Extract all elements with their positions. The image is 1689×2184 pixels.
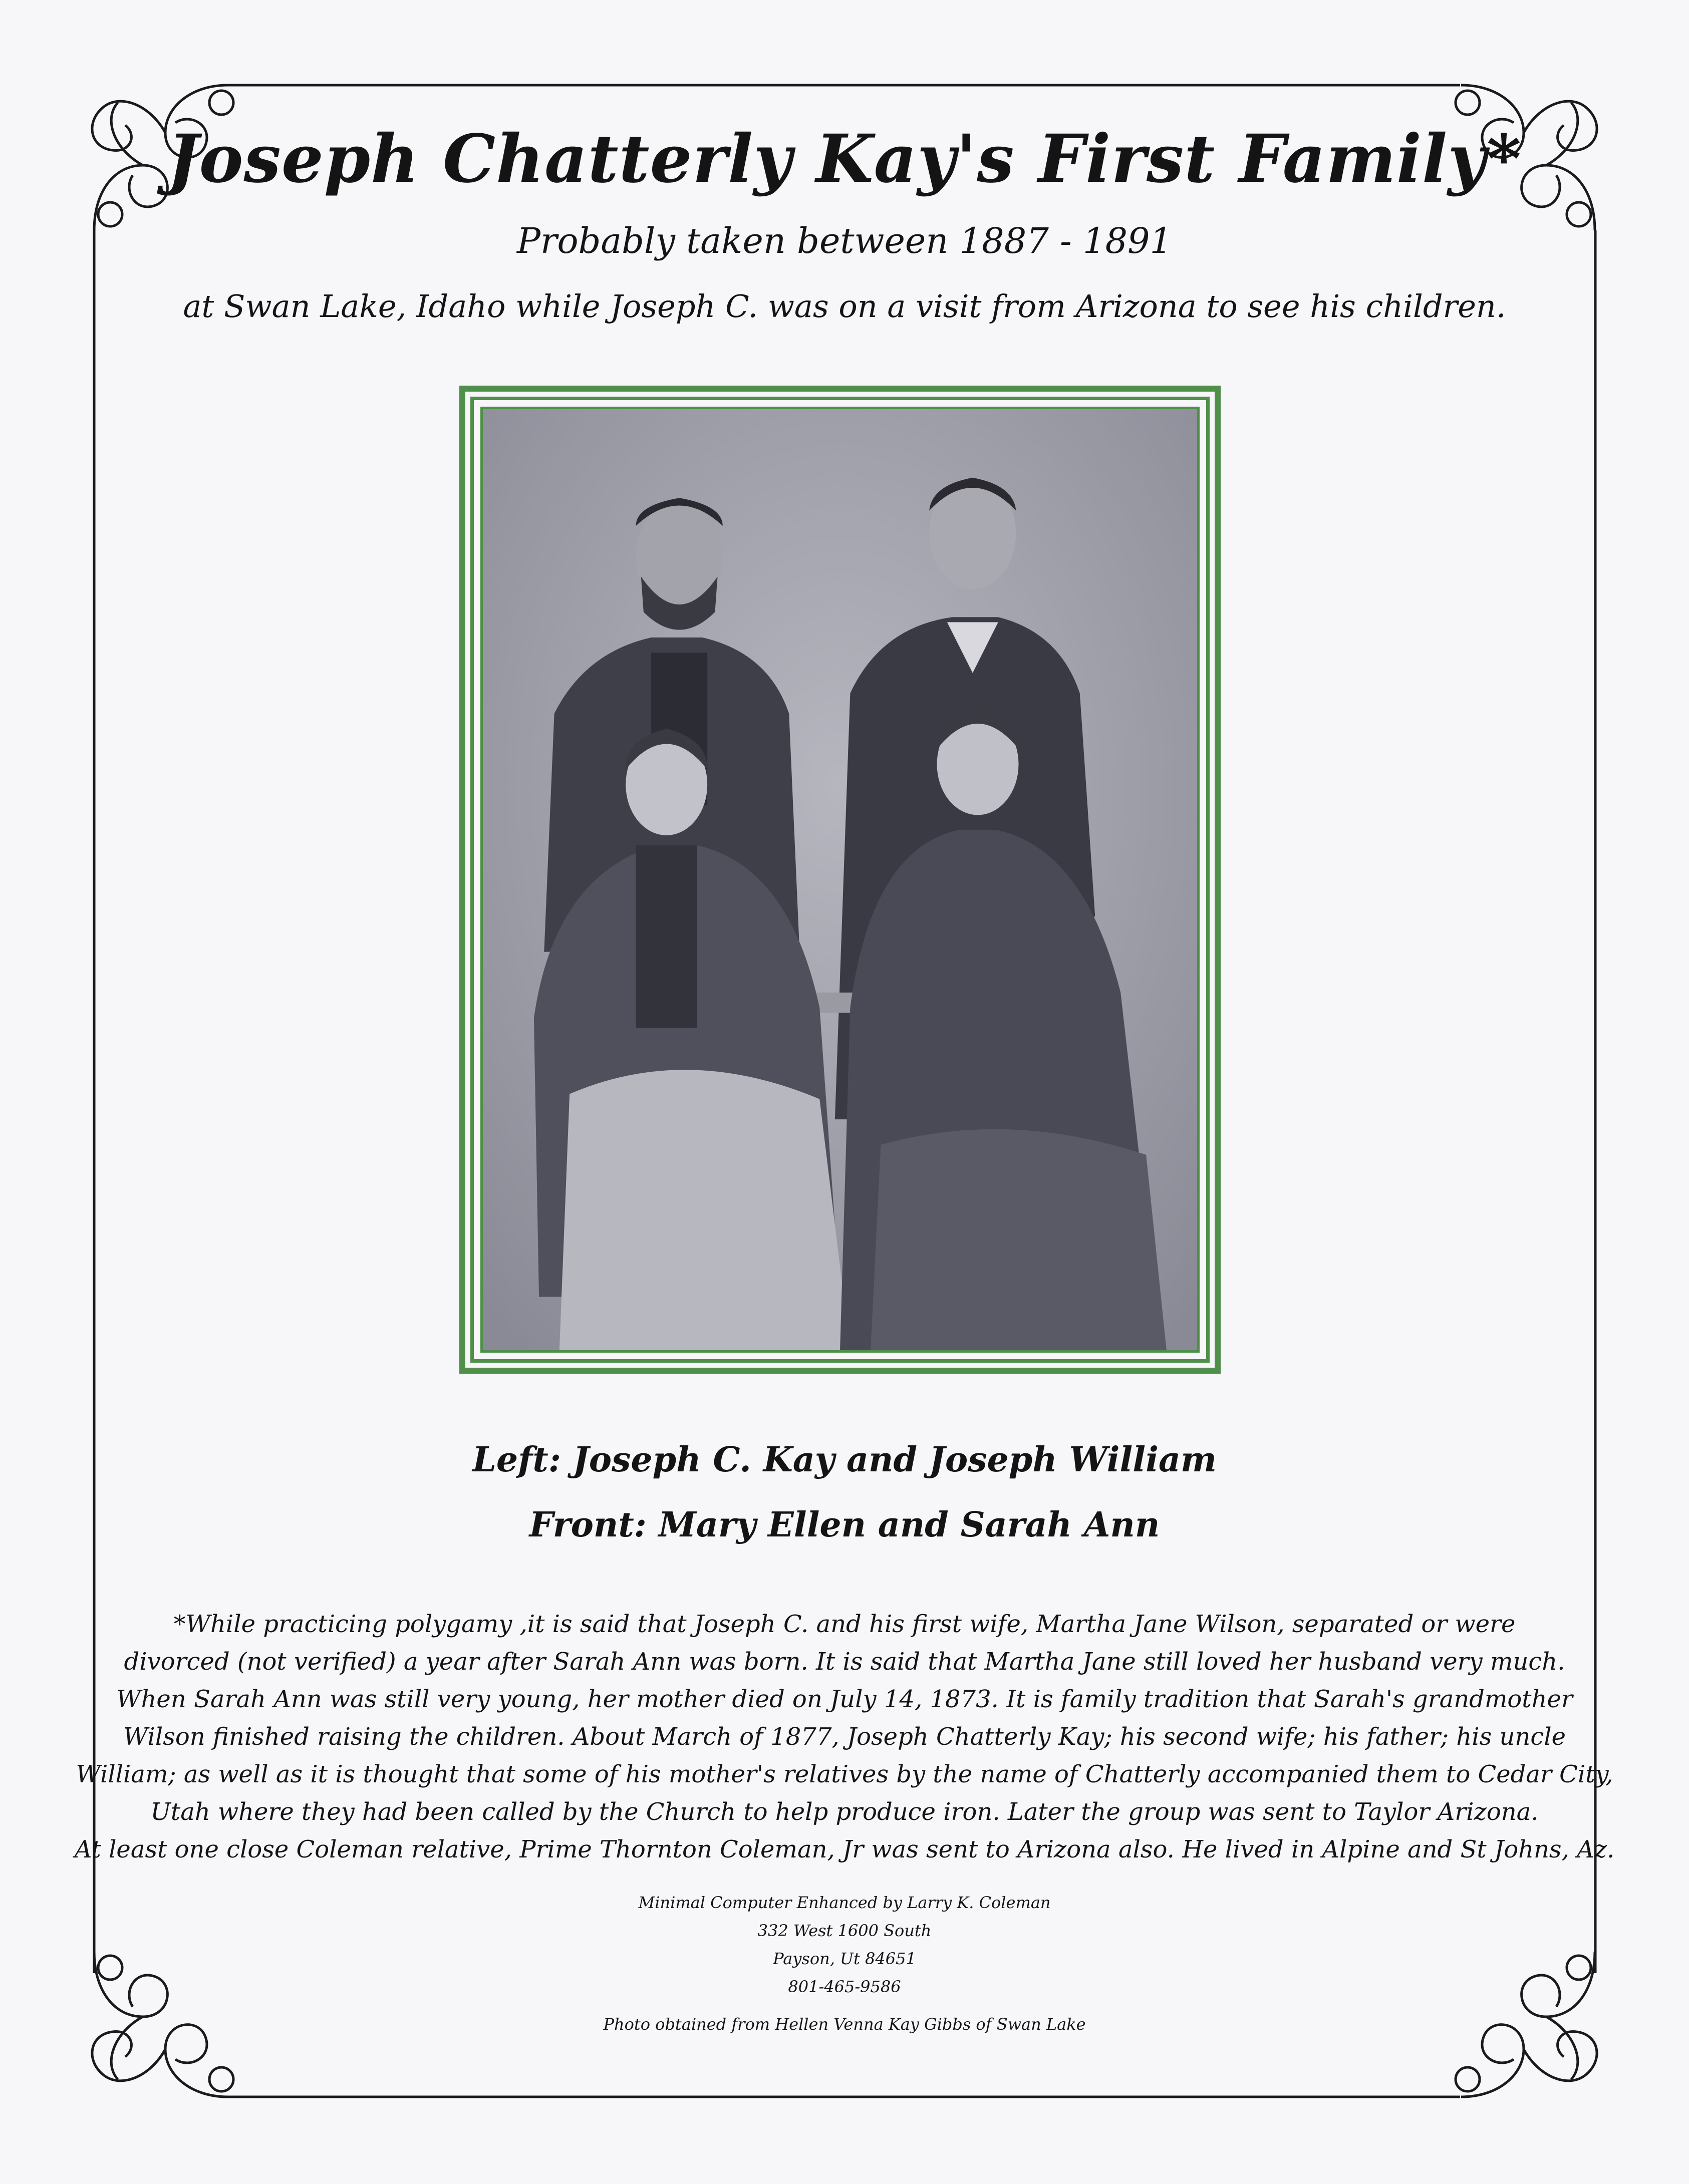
photo-frame — [459, 386, 1221, 1374]
footnote-line: William; as well as it is thought that some of his mother's relatives by the name of Chatterly accompanied them to Cedar City, — [76, 1760, 1613, 1788]
page-title: Joseph Chatterly Kay's First Family* — [167, 120, 1522, 198]
footnote-line: divorced (not verified) a year after Sarah Ann was born. It is said that Martha Jane still loved her husband very much. — [124, 1648, 1565, 1676]
family-portrait-photo — [483, 409, 1197, 1350]
footnote-line: At least one close Coleman relative, Prime Thornton Coleman, Jr was sent to Arizona also. He lived in Alpine and St Johns, Az. — [74, 1835, 1615, 1863]
caption-back-row: Left: Joseph C. Kay and Joseph William — [472, 1440, 1217, 1480]
footnote-line: *While practicing polygamy ,it is said that Joseph C. and his first wife, Martha Jane Wilson, separated or were — [173, 1610, 1516, 1638]
credit-enhanced-by: Minimal Computer Enhanced by Larry K. Coleman — [638, 1893, 1051, 1912]
credit-city: Payson, Ut 84651 — [773, 1949, 916, 1968]
photo-mat — [480, 407, 1200, 1353]
credit-street: 332 West 1600 South — [757, 1921, 932, 1940]
credit-photo-source: Photo obtained from Hellen Venna Kay Gibbs of Swan Lake — [603, 2015, 1086, 2034]
caption-front-row: Front: Mary Ellen and Sarah Ann — [529, 1505, 1160, 1545]
photo-date-subtitle: Probably taken between 1887 - 1891 — [516, 220, 1173, 261]
footnote-line: Wilson finished raising the children. About March of 1877, Joseph Chatterly Kay; his second wife; his father; his uncle — [123, 1723, 1566, 1751]
credit-phone: 801-465-9586 — [788, 1977, 901, 1996]
footnote-line: When Sarah Ann was still very young, her mother died on July 14, 1873. It is family tradition that Sarah's grandmother — [116, 1685, 1573, 1713]
footnote-line: Utah where they had been called by the Church to help produce iron. Later the group was sent to Taylor Arizona. — [150, 1798, 1539, 1826]
photo-location-line: at Swan Lake, Idaho while Joseph C. was on a visit from Arizona to see his children. — [183, 288, 1506, 325]
